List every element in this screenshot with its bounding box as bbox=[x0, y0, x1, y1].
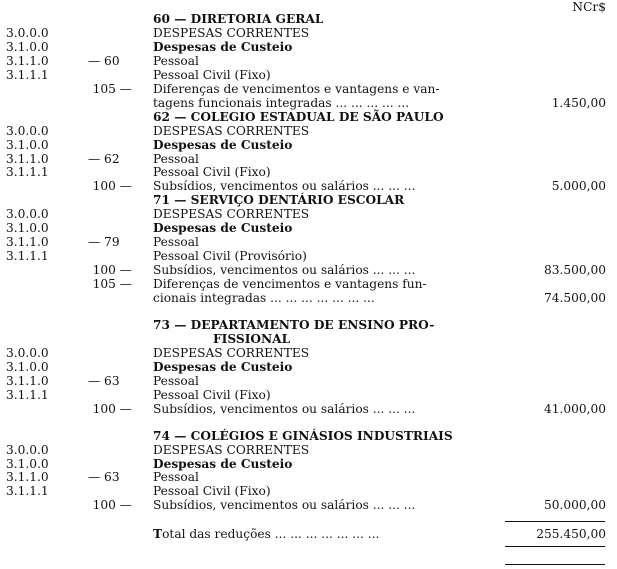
classification-row bbox=[0, 26, 617, 40]
classification-code: 3.1.1.0 bbox=[6, 235, 49, 250]
unit-code: — 62 bbox=[88, 151, 120, 166]
classification-code: 3.1.1.1 bbox=[6, 484, 49, 499]
unit-code: — 79 bbox=[88, 235, 120, 250]
item-description: cionais integradas ... ... ... ... ... ... ... bbox=[153, 291, 375, 305]
classification-label: Pessoal Civil (Fixo) bbox=[153, 484, 271, 499]
section-heading bbox=[0, 318, 617, 332]
classification-row bbox=[0, 207, 617, 221]
section-title: 74 — COLÉGIOS E GINÁSIOS INDUSTRIAIS bbox=[153, 428, 453, 443]
classification-code: 3.1.0.0 bbox=[6, 39, 49, 54]
classification-label: DESPESAS CORRENTES bbox=[153, 123, 310, 138]
item-row bbox=[0, 96, 617, 110]
item-amount: 50.000,00 bbox=[543, 498, 606, 513]
classification-code: 3.1.0.0 bbox=[6, 359, 49, 374]
classification-code: 3.1.1.1 bbox=[6, 249, 49, 264]
section-heading bbox=[0, 429, 617, 443]
classification-label: Despesas de Custeio bbox=[153, 221, 293, 236]
classification-code: 3.1.0.0 bbox=[6, 221, 49, 236]
item-description: Subsídios, vencimentos ou salários ... ... ... bbox=[153, 401, 416, 416]
classification-row bbox=[0, 443, 617, 457]
classification-label: Pessoal bbox=[153, 53, 199, 68]
currency-header: NCr$ bbox=[572, 0, 606, 14]
classification-row bbox=[0, 124, 617, 138]
unit-code: — 60 bbox=[88, 53, 120, 68]
total-label-rest: otal das reduções ... ... ... ... ... ... ... bbox=[162, 527, 380, 541]
element-code: 105 — bbox=[92, 277, 132, 292]
classification-code: 3.0.0.0 bbox=[6, 345, 49, 360]
section-heading bbox=[0, 12, 617, 26]
item-row bbox=[0, 498, 617, 512]
classification-code: 3.1.1.0 bbox=[6, 151, 49, 166]
classification-code: 3.1.1.1 bbox=[6, 165, 49, 180]
classification-code: 3.1.1.0 bbox=[6, 470, 49, 485]
classification-label: DESPESAS CORRENTES bbox=[153, 25, 310, 40]
section-title: 73 — DEPARTAMENTO DE ENSINO PRO- bbox=[153, 317, 435, 332]
item-amount: 1.450,00 bbox=[551, 95, 606, 110]
item-row bbox=[0, 277, 617, 291]
total-rule-end bbox=[505, 564, 605, 565]
classification-label: Pessoal Civil (Fixo) bbox=[153, 67, 271, 82]
classification-label: Despesas de Custeio bbox=[153, 39, 293, 54]
classification-row bbox=[0, 165, 617, 179]
classification-label: Pessoal Civil (Fixo) bbox=[153, 387, 271, 402]
classification-row bbox=[0, 54, 617, 68]
classification-label: Despesas de Custeio bbox=[153, 456, 293, 471]
classification-label: DESPESAS CORRENTES bbox=[153, 345, 310, 360]
item-row bbox=[0, 179, 617, 193]
element-code: 100 — bbox=[92, 401, 132, 416]
total-row bbox=[0, 527, 617, 541]
item-amount: 83.500,00 bbox=[543, 263, 606, 278]
unit-code: — 63 bbox=[88, 373, 120, 388]
classification-label: DESPESAS CORRENTES bbox=[153, 442, 310, 457]
item-description: Subsídios, vencimentos ou salários ... ... ... bbox=[153, 498, 416, 513]
classification-row bbox=[0, 249, 617, 263]
classification-code: 3.0.0.0 bbox=[6, 123, 49, 138]
classification-row bbox=[0, 470, 617, 484]
classification-code: 3.1.0.0 bbox=[6, 456, 49, 471]
section-title: 60 — DIRETORIA GERAL bbox=[153, 12, 324, 26]
classification-label: Pessoal bbox=[153, 373, 199, 388]
item-amount: 74.500,00 bbox=[543, 291, 606, 305]
section-title: 71 — SERVIÇO DENTÁRIO ESCOLAR bbox=[153, 193, 405, 208]
classification-code: 3.1.0.0 bbox=[6, 137, 49, 152]
classification-label: Pessoal Civil (Provisório) bbox=[153, 249, 307, 264]
classification-row bbox=[0, 235, 617, 249]
element-code: 105 — bbox=[92, 81, 132, 96]
section-title-cont: FISSIONAL bbox=[213, 331, 291, 346]
classification-label: Pessoal bbox=[153, 235, 199, 250]
element-code: 100 — bbox=[92, 263, 132, 278]
classification-code: 3.0.0.0 bbox=[6, 442, 49, 457]
classification-label: Pessoal bbox=[153, 470, 199, 485]
classification-label: Pessoal Civil (Fixo) bbox=[153, 165, 271, 180]
section-heading bbox=[0, 110, 617, 124]
classification-row bbox=[0, 457, 617, 471]
item-row bbox=[0, 291, 617, 305]
item-description: Subsídios, vencimentos ou salários ... ... ... bbox=[153, 179, 416, 194]
total-rule-top bbox=[505, 521, 605, 522]
classification-row bbox=[0, 221, 617, 235]
classification-row bbox=[0, 360, 617, 374]
section-heading-cont bbox=[0, 332, 617, 346]
classification-row bbox=[0, 40, 617, 54]
classification-code: 3.0.0.0 bbox=[6, 207, 49, 222]
item-description: Diferenças de vencimentos e vantagens e van- bbox=[153, 81, 440, 96]
classification-code: 3.1.1.1 bbox=[6, 67, 49, 82]
element-code: 100 — bbox=[92, 498, 132, 513]
classification-row bbox=[0, 388, 617, 402]
classification-label: Pessoal bbox=[153, 151, 199, 166]
item-row bbox=[0, 82, 617, 96]
classification-code: 3.0.0.0 bbox=[6, 25, 49, 40]
classification-row bbox=[0, 138, 617, 152]
item-description: tagens funcionais integradas ... ... ... ... ... bbox=[153, 95, 410, 110]
classification-row bbox=[0, 68, 617, 82]
classification-row bbox=[0, 374, 617, 388]
classification-label: DESPESAS CORRENTES bbox=[153, 207, 310, 222]
item-description: Diferenças de vencimentos e vantagens fun- bbox=[153, 277, 427, 292]
section-heading bbox=[0, 193, 617, 207]
item-amount: 5.000,00 bbox=[551, 179, 606, 194]
item-amount: 41.000,00 bbox=[543, 401, 606, 416]
classification-label: Despesas de Custeio bbox=[153, 137, 293, 152]
classification-code: 3.1.1.1 bbox=[6, 387, 49, 402]
total-amount: 255.450,00 bbox=[536, 527, 606, 541]
total-label-initial: T bbox=[153, 527, 163, 541]
unit-code: — 63 bbox=[88, 470, 120, 485]
section-title: 62 — COLEGIO ESTADUAL DE SÃO PAULO bbox=[153, 109, 444, 124]
classification-row bbox=[0, 484, 617, 498]
item-row bbox=[0, 402, 617, 416]
classification-label: Despesas de Custeio bbox=[153, 359, 293, 374]
classification-code: 3.1.1.0 bbox=[6, 373, 49, 388]
classification-row bbox=[0, 346, 617, 360]
element-code: 100 — bbox=[92, 179, 132, 194]
classification-row bbox=[0, 152, 617, 166]
item-row bbox=[0, 263, 617, 277]
classification-code: 3.1.1.0 bbox=[6, 53, 49, 68]
item-description: Subsídios, vencimentos ou salários ... ... ... bbox=[153, 263, 416, 278]
total-label bbox=[153, 527, 379, 541]
total-rule-bottom bbox=[505, 546, 605, 547]
